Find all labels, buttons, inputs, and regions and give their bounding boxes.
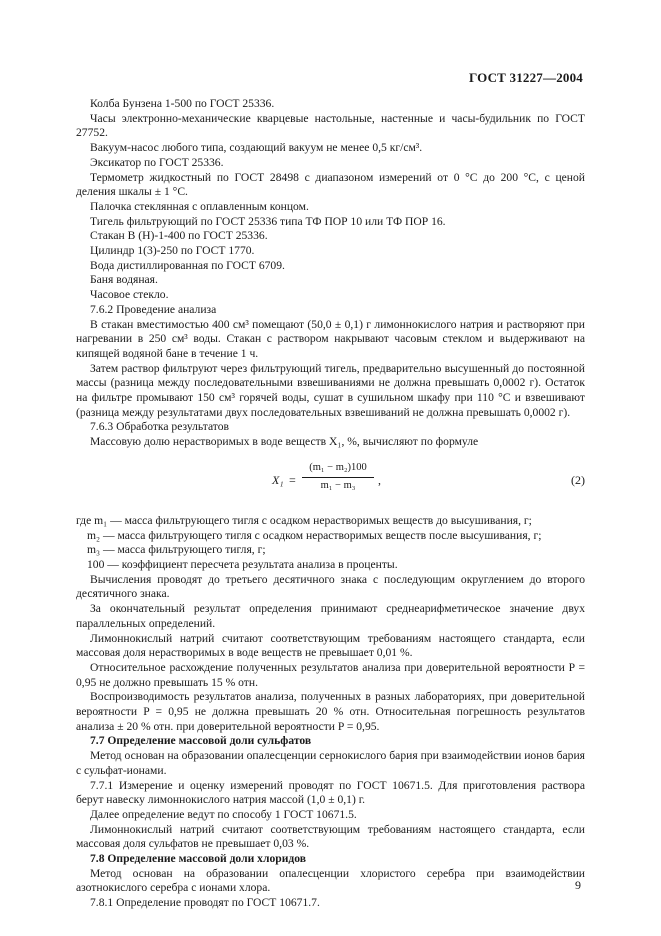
equipment-item: Колба Бунзена 1-500 по ГОСТ 25336.	[90, 97, 275, 110]
section-heading-7-6-2: 7.6.2 Проведение анализа	[90, 302, 217, 316]
paragraph: Лимоннокислый натрий считают соответствующим требованиям настоящего стандарта, если массовая доля нерастворимых в воде веществ не превышает 0,01 %.	[76, 631, 585, 660]
formula-lhs: X₁	[272, 472, 284, 487]
equipment-item: Термометр жидкостный по ГОСТ 28498 с диапазоном измерений от 0 °С до 200 °С, с ценой деления шкалы ± 1 °С.	[76, 170, 585, 199]
equipment-item: Палочка стеклянная с оплавленным концом.	[90, 199, 309, 213]
paragraph: За окончательный результат определения принимают среднеарифметическое значение двух параллельных определений.	[76, 602, 585, 630]
definition-item: где m₁ — масса фильтрующего тигля с осадком нерастворимых веществ до высушивания, г;	[76, 513, 532, 527]
equipment-item: Часы электронно-механические кварцевые настольные, настенные и часы-будильник по ГОСТ 27752.	[76, 111, 585, 140]
paragraph: В стакан вместимостью 400 см³ помещают (50,0 ± 0,1) г лимоннокислого натрия и растворяют при нагревании в 250 см³ воды. Стакан с раствором накрывают часовым стеклом и выдерживают на кипящей водяной бане в течение 1 ч.	[76, 317, 585, 360]
equipment-item: Эксикатор по ГОСТ 25336.	[90, 155, 224, 169]
section-heading-7-8: 7.8 Определение массовой доли хлоридов	[90, 852, 307, 866]
document-header: ГОСТ 31227—2004	[468, 70, 583, 85]
section-heading-7-6-3: 7.6.3 Обработка результатов	[90, 420, 229, 434]
paragraph: 7.7.1 Измерение и оценку измерений проводят по ГОСТ 10671.5. Для приготовления раствора берут навеску лимоннокислого натрия массой (1,0 ± 0,1) г.	[76, 778, 585, 807]
formula-2	[76, 458, 585, 504]
equipment-item: Вакуум-насос любого типа, создающий вакуум не менее 0,5 кг/см³.	[90, 141, 423, 155]
paragraph: Затем раствор фильтруют через фильтрующий тигель, предварительно высушенный до постоянной массы (разница между последовательными взвешиваниями не должна превышать 0,0002 г). Остаток на фильтре промывают 150 см³ горячей воды, сушат в сушильном шкафу при 110 °С и взвешивают (разница между результатами двух последовательных взвешиваний не должна превышать 0,0002 г).	[76, 361, 585, 419]
formula-number: (2)	[571, 472, 585, 487]
equipment-item: Тигель фильтрующий по ГОСТ 25336 типа ТФ ПОР 10 или ТФ ПОР 16.	[90, 214, 446, 228]
formula-equals: =	[289, 472, 296, 487]
definition-item: m₂ — масса фильтрующего тигля с осадком нерастворимых веществ после высушивания, г;	[87, 528, 542, 542]
paragraph: Метод основан на образовании опалесценции сернокислого бария при взаимодействии ионов бария с сульфат-ионами.	[76, 749, 585, 777]
paragraph: Далее определение ведут по способу 1 ГОСТ 10671.5.	[90, 807, 357, 821]
paragraph: 7.8.1 Определение проводят по ГОСТ 10671.7.	[90, 896, 320, 910]
paragraph: Метод основан на образовании опалесценции хлористого серебра при взаимодействии азотнокислого серебра с ионами хлора.	[76, 866, 585, 895]
equipment-item: Вода дистиллированная по ГОСТ 6709.	[90, 258, 285, 272]
definition-item: m₃ — масса фильтрующего тигля, г;	[87, 543, 266, 557]
equipment-item: Стакан В (Н)-1-400 по ГОСТ 25336.	[90, 229, 268, 243]
paragraph: Воспроизводимость результатов анализа, полученных в разных лабораториях, при доверительной вероятности P = 0,95 не должна превышать 20 % отн. Относительная погрешность результатов анализа ± 20 % отн. при доверительной вероятности P = 0,95.	[76, 690, 585, 733]
page-number: 9	[575, 878, 581, 892]
formula-denominator: m₁ − m₃	[320, 479, 356, 491]
page-body	[76, 97, 585, 911]
equipment-item: Часовое стекло.	[90, 288, 169, 302]
definition-item: 100 — коэффициент пересчета результата анализа в проценты.	[87, 557, 398, 571]
formula-fraction	[302, 461, 374, 493]
paragraph: Относительное расхождение полученных результатов анализа при доверительной вероятности P = 0,95 не должно превышать 15 % отн.	[76, 660, 585, 689]
formula-numerator: (m₁ − m₂)100	[302, 461, 374, 478]
paragraph: Вычисления проводят до третьего десятичного знака с последующим округлением до второго десятичного знака.	[76, 572, 585, 601]
paragraph: Массовую долю нерастворимых в воде веществ X₁, %, вычисляют по формуле	[90, 435, 479, 449]
section-heading-7-7: 7.7 Определение массовой доли сульфатов	[90, 734, 312, 748]
equipment-item: Баня водяная.	[90, 273, 158, 287]
formula-definitions	[76, 514, 585, 573]
formula-comma: ,	[378, 472, 381, 487]
equipment-item: Цилиндр 1(3)-250 по ГОСТ 1770.	[90, 244, 255, 258]
paragraph: Лимоннокислый натрий считают соответствующим требованиям настоящего стандарта, если массовая доля сульфатов не превышает 0,03 %.	[76, 822, 585, 851]
